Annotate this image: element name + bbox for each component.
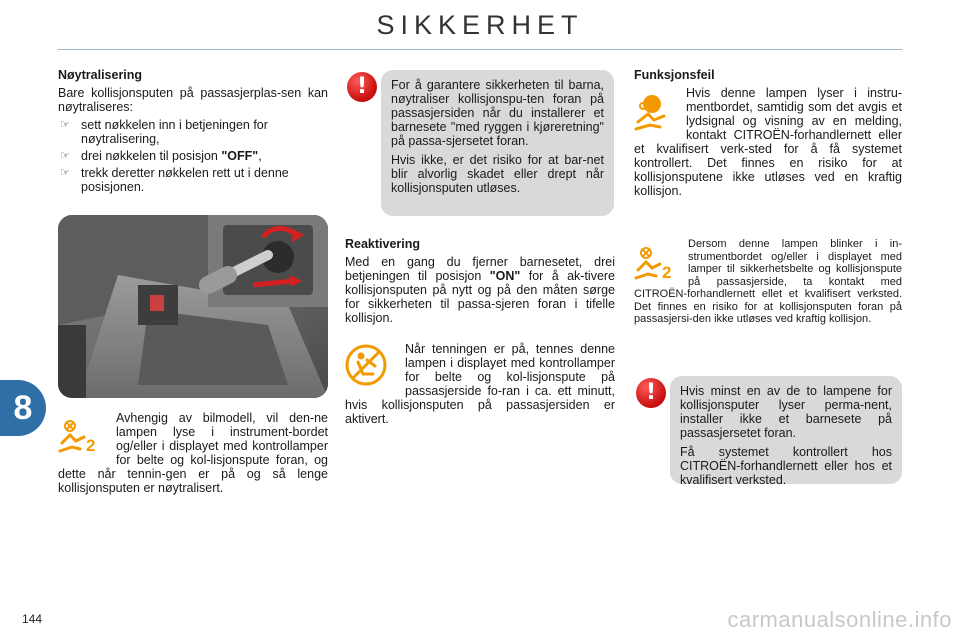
airbag-switch-photo (58, 215, 328, 398)
blinking-lamp-text: Dersom denne lampen blinker i in-strumentbordet og/eller i displayet med lamper til sikkerhetsbelte og kollisjonspute på passasjerside, ta kontakt med CITROËN-forhandlernett ellet et kvalifisert verksted. Det finnes en risiko for at kollisjonsputen foran på passasjersi-den ikke utløses ved kraftig kollisjon. (634, 238, 902, 325)
malfunction-section (634, 68, 902, 198)
lamp-warning-box (670, 376, 902, 487)
blinking-lamp-note (634, 238, 902, 326)
neutralisation-steps (58, 118, 328, 194)
child-seat-warning-box (381, 70, 614, 216)
activated-lamp-text: Når tenningen er på, tennes denne lampen i displayet med kontrollamper for belte og kol-lisjonspute på passasjerside fo-ran i ca. ett minutt, hvis kollisjonsputen på passasjersiden er aktivert. (345, 342, 615, 426)
pointer-icon: ☞ (60, 119, 70, 131)
neutralised-lamp-text: Avhengig av bilmodell, vil den-ne lampen lyse i instrument-bordet og/eller i displayet med kontrollamper for belte og kol-lisjonspute foran, og dette når tennin-gen er på og så lenge kollisjonsputen er nøytralisert. (58, 411, 328, 495)
pointer-icon: ☞ (60, 167, 70, 179)
neutralisation-heading: Nøytralisering (58, 68, 143, 82)
airbag-off-icon (634, 244, 682, 284)
airbag-off-icon (58, 417, 106, 459)
chapter-tab: 8 (0, 380, 46, 436)
header-rule (58, 49, 902, 50)
exclamation-icon: ! (347, 72, 377, 102)
airbag-fault-icon (634, 92, 678, 136)
malfunction-heading: Funksjonsfeil (634, 68, 715, 82)
glovebox-illustration (58, 215, 328, 398)
reactivation-text: Med en gang du fjerner barnesetet, drei betjeningen til posisjon "ON" for å ak-tivere kollisjonsputen på nytt og på den måten sørge for sikkerheten til passa-sjeren foran i tifelle kollisjon. (345, 255, 616, 325)
warning-text: For å garantere sikkerheten til barna, nøytraliser kollisjonspu-ten foran på passasjersiden når du installerer et barnesete "med ryggen i kjøreretning" på passa-sjersetet foran. (391, 78, 604, 148)
warning-text: Få systemet kontrollert hos CITROËN-forhandlernett eller hos et kvalifisert verksted. (680, 445, 892, 487)
svg-text:2: 2 (86, 436, 96, 455)
watermark: carmanualsonline.info (727, 607, 952, 632)
warning-text: Hvis minst en av de to lampene for kollisjonsputer lyser perma-nent, installer ikke et barnesete på passasjersetet foran. (680, 384, 892, 440)
warning-text: Hvis ikke, er det risiko for at bar-net blir alvorlig skadet eller drept når kollisjonsputen utløses. (391, 153, 604, 195)
page-number: 144 (22, 612, 43, 626)
malfunction-text: Hvis denne lampen lyser i instru-mentbordet, samtidig som det avgis et lydsignal og visning av en melding, kontakt CITROËN-forhandlernett eller et kvalifisert verk-sted for å få systemet kontrollert. Det finnes en risiko for at kollisjonsputene ikke utløses ved en kraftig kollisjon. (634, 86, 902, 198)
step-item: ☞ drei nøkkelen til posisjon "OFF", (60, 149, 262, 163)
reactivation-heading: Reaktivering (345, 237, 421, 251)
neutralised-lamp-note (58, 411, 328, 495)
exclamation-icon: ! (636, 378, 666, 408)
neutralisation-section (58, 68, 328, 197)
step-item: ☞ trekk deretter nøkkelen rett ut i denne posisjonen. (60, 166, 289, 194)
reactivation-section (345, 237, 615, 325)
pointer-icon: ☞ (60, 150, 70, 162)
neutralisation-intro: Bare kollisjonsputen på passasjerplas-sen kan nøytraliseres: (58, 86, 328, 114)
airbag-on-icon (345, 344, 395, 386)
activated-lamp-note (345, 342, 615, 426)
svg-text:2: 2 (662, 263, 672, 282)
step-item: ☞ sett nøkkelen inn i betjeningen for nøytralisering, (60, 118, 268, 146)
page-title: SIKKERHET (376, 10, 584, 40)
